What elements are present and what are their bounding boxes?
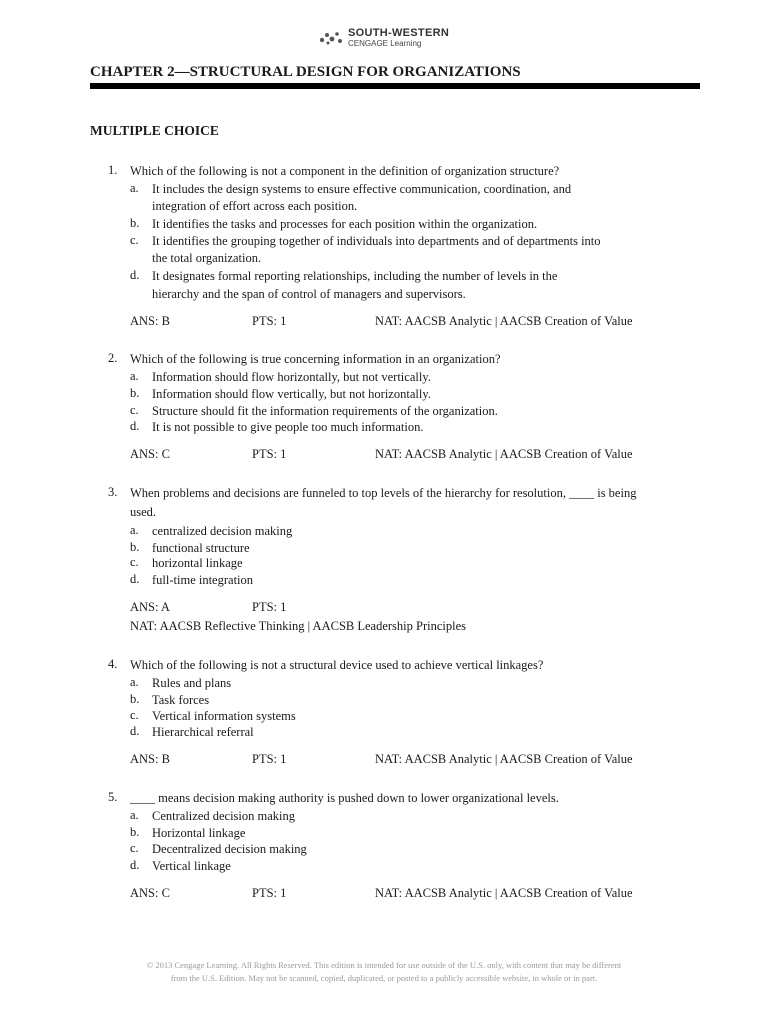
option-letter: d.: [130, 419, 140, 433]
footer-line-1: © 2013 Cengage Learning. All Rights Reserved. This edition is intended for use outside of the U.S. only, with content that may be different: [146, 960, 622, 970]
question-text: Which of the following is true concerning information in an organization?: [130, 352, 501, 366]
logo-subtext: CENGAGE Learning: [348, 39, 422, 48]
logo-wordmark: SOUTH-WESTERN: [348, 27, 450, 39]
option-text: horizontal linkage: [152, 556, 243, 570]
nat-tags: NAT: AACSB Analytic | AACSB Creation of Value: [375, 447, 633, 461]
answer: ANS: C: [130, 447, 170, 461]
option-text: Structure should fit the information requirements of the organization.: [152, 404, 498, 418]
option-text-cont: integration of effort across each position.: [152, 199, 358, 213]
option-letter: b.: [130, 540, 140, 554]
option-letter: d.: [130, 858, 140, 872]
nat-tags: NAT: AACSB Analytic | AACSB Creation of Value: [375, 886, 633, 900]
option-text: Centralized decision making: [152, 809, 296, 823]
option-letter: b.: [130, 825, 140, 839]
question-text: ____ means decision making authority is pushed down to lower organizational levels.: [130, 791, 559, 805]
copyright-footer: [80, 959, 688, 985]
option-letter: a.: [130, 369, 139, 383]
option-letter: c.: [130, 233, 139, 247]
question-number: 3.: [108, 485, 118, 499]
option-letter: b.: [130, 692, 140, 706]
answer: ANS: A: [130, 600, 170, 614]
option-text: Information should flow horizontally, but not vertically.: [152, 370, 431, 384]
option-letter: c.: [130, 708, 139, 722]
option-text: Hierarchical referral: [152, 725, 254, 739]
option-text-cont: the total organization.: [152, 251, 262, 265]
option-text: Vertical linkage: [152, 859, 231, 873]
option-text: It is not possible to give people too much information.: [152, 420, 424, 434]
points: PTS: 1: [252, 886, 287, 900]
answer: ANS: B: [130, 752, 170, 766]
option-text: Task forces: [152, 693, 210, 707]
points: PTS: 1: [252, 447, 287, 461]
option-text: It identifies the tasks and processes for each position within the organization.: [152, 217, 538, 231]
section-heading: MULTIPLE CHOICE: [90, 123, 219, 138]
option-letter: d.: [130, 724, 140, 738]
option-letter: a.: [130, 808, 139, 822]
option-letter: b.: [130, 216, 140, 230]
chapter-title: CHAPTER 2—STRUCTURAL DESIGN FOR ORGANIZATIONS: [90, 64, 521, 80]
answer: ANS: C: [130, 886, 170, 900]
footer-line-2: from the U.S. Edition. May not be scanned, copied, duplicated, or posted to a publicly accessible website, in whole or in part.: [170, 973, 598, 983]
nat-tags: NAT: AACSB Analytic | AACSB Creation of Value: [375, 314, 633, 328]
option-letter: a.: [130, 181, 139, 195]
question-number: 1.: [108, 163, 118, 177]
option-text: It includes the design systems to ensure effective communication, coordination, and: [152, 182, 572, 196]
option-text: It identifies the grouping together of individuals into departments and of departments into: [152, 234, 601, 248]
option-text: centralized decision making: [152, 524, 293, 538]
option-text: Horizontal linkage: [152, 826, 246, 840]
option-text: functional structure: [152, 541, 250, 555]
question-number: 4.: [108, 657, 118, 671]
nat-tags: NAT: AACSB Reflective Thinking | AACSB Leadership Principles: [130, 619, 467, 633]
option-text: full-time integration: [152, 573, 254, 587]
option-letter: d.: [130, 572, 140, 586]
question-text: Which of the following is not a structural device used to achieve vertical linkages?: [130, 658, 544, 672]
points: PTS: 1: [252, 314, 287, 328]
question-text: When problems and decisions are funneled to top levels of the hierarchy for resolution, ____ is being: [130, 486, 637, 500]
question-number: 2.: [108, 351, 118, 365]
option-text: Decentralized decision making: [152, 842, 307, 856]
option-text-cont: hierarchy and the span of control of managers and supervisors.: [152, 287, 466, 301]
option-letter: a.: [130, 675, 139, 689]
question-number: 5.: [108, 790, 118, 804]
title-rule: [90, 83, 700, 89]
publisher-logo: [318, 27, 478, 49]
option-text: Information should flow vertically, but not horizontally.: [152, 387, 431, 401]
option-letter: d.: [130, 268, 140, 282]
option-letter: c.: [130, 403, 139, 417]
option-text: Vertical information systems: [152, 709, 296, 723]
cengage-logo-icon: [318, 30, 344, 46]
question-text: Which of the following is not a component in the definition of organization structure?: [130, 164, 560, 178]
option-letter: c.: [130, 841, 139, 855]
option-letter: b.: [130, 386, 140, 400]
points: PTS: 1: [252, 600, 287, 614]
answer: ANS: B: [130, 314, 170, 328]
option-letter: a.: [130, 523, 139, 537]
points: PTS: 1: [252, 752, 287, 766]
question-text-cont: used.: [130, 505, 157, 519]
option-text: Rules and plans: [152, 676, 232, 690]
option-letter: c.: [130, 555, 139, 569]
option-text: It designates formal reporting relationships, including the number of levels in the: [152, 269, 558, 283]
nat-tags: NAT: AACSB Analytic | AACSB Creation of Value: [375, 752, 633, 766]
